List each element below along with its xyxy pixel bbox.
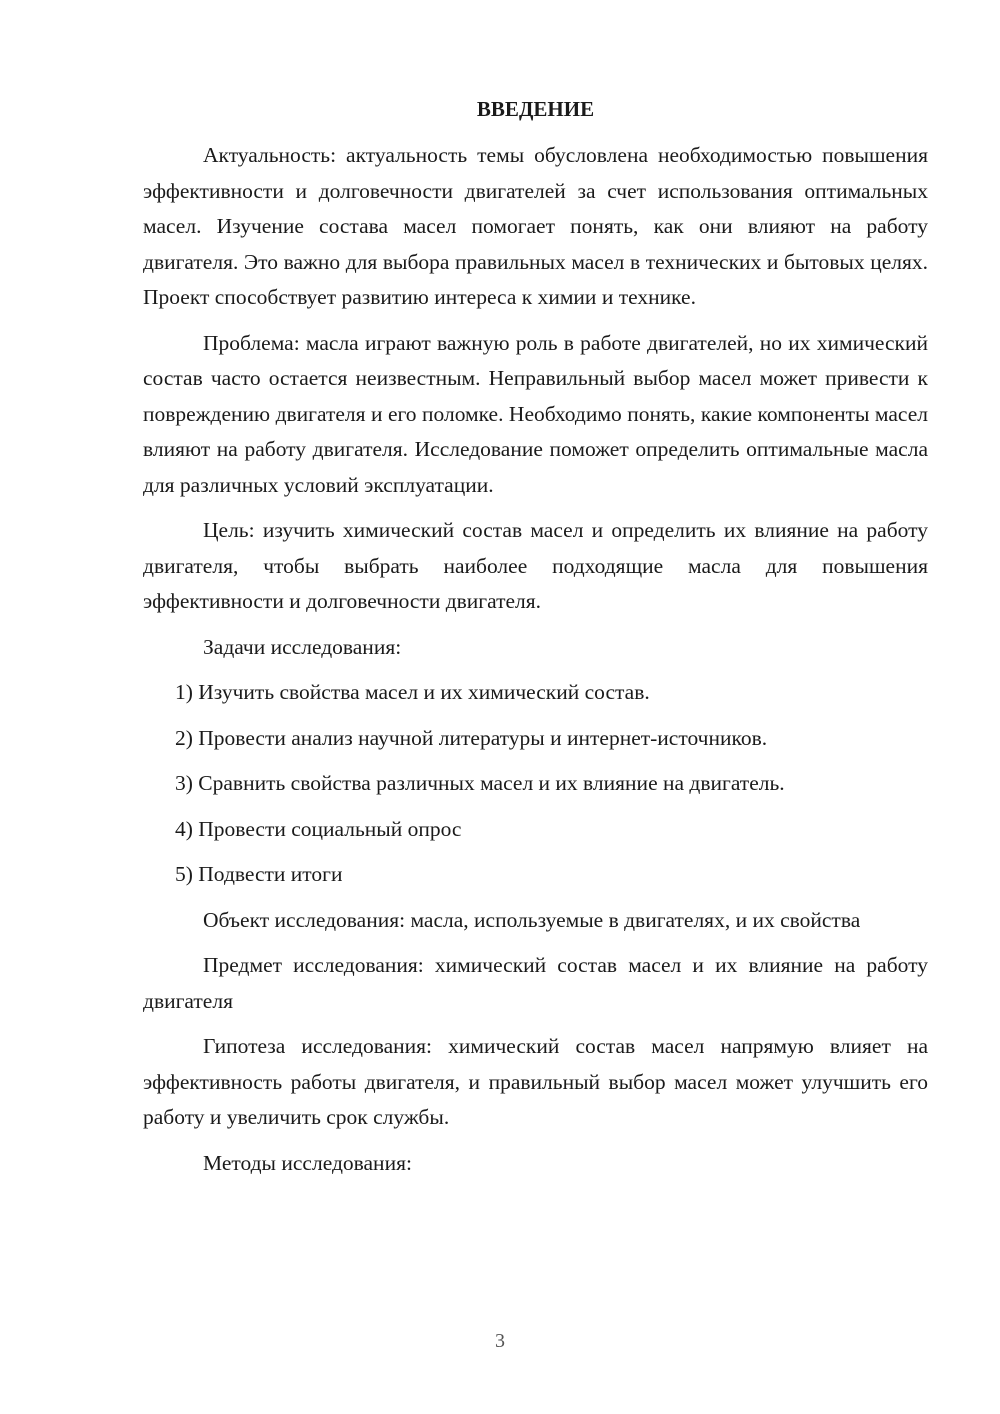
methods-heading: Методы исследования:	[203, 1150, 412, 1175]
problem-paragraph: Проблема: масла играют важную роль в работе двигателей, но их химический состав часто остается неизвестным. Неправильный выбор масел может привести к повреждению двигателя и его поломке. Необходимо понять, какие компоненты масел влияют на работу двигателя. Исследование поможет определить оптимальные масла для различных условий эксплуатации.	[143, 330, 928, 497]
tasks-heading: Задачи исследования:	[203, 634, 402, 659]
list-item: 4) Провести социальный опрос	[175, 816, 462, 841]
tasks-list	[143, 675, 928, 893]
document-page	[143, 92, 928, 1191]
hypothesis-paragraph: Гипотеза исследования: химический состав масел напрямую влияет на эффективность работы двигателя, и правильный выбор масел может улучшить его работу и увеличить срок службы.	[143, 1034, 928, 1129]
list-item: 5) Подвести итоги	[175, 862, 343, 886]
list-item: 2) Провести анализ научной литературы и интернет-источников.	[175, 725, 768, 750]
list-item: 1) Изучить свойства масел и их химический состав.	[175, 680, 650, 704]
list-item: 3) Сравнить свойства различных масел и их влияние на двигатель.	[175, 771, 785, 795]
relevance-paragraph: Актуальность: актуальность темы обусловлена необходимостью повышения эффективности и долговечности двигателей за счет использования оптимальных масел. Изучение состава масел помогает понять, как они влияют на работу двигателя. Это важно для выбора правильных масел в технических и бытовых целях. Проект способствует развитию интереса к химии и технике.	[143, 143, 928, 309]
section-title: ВВЕДЕНИЕ	[476, 97, 595, 121]
subject-paragraph: Предмет исследования: химический состав масел и их влияние на работу двигателя	[143, 953, 928, 1013]
page-number: 3	[495, 1330, 505, 1352]
goal-paragraph: Цель: изучить химический состав масел и определить их влияние на работу двигателя, чтобы выбрать наиболее подходящие масла для повышения эффективности и долговечности двигателя.	[143, 518, 928, 613]
object-paragraph: Объект исследования: масла, используемые в двигателях, и их свойства	[203, 907, 861, 932]
